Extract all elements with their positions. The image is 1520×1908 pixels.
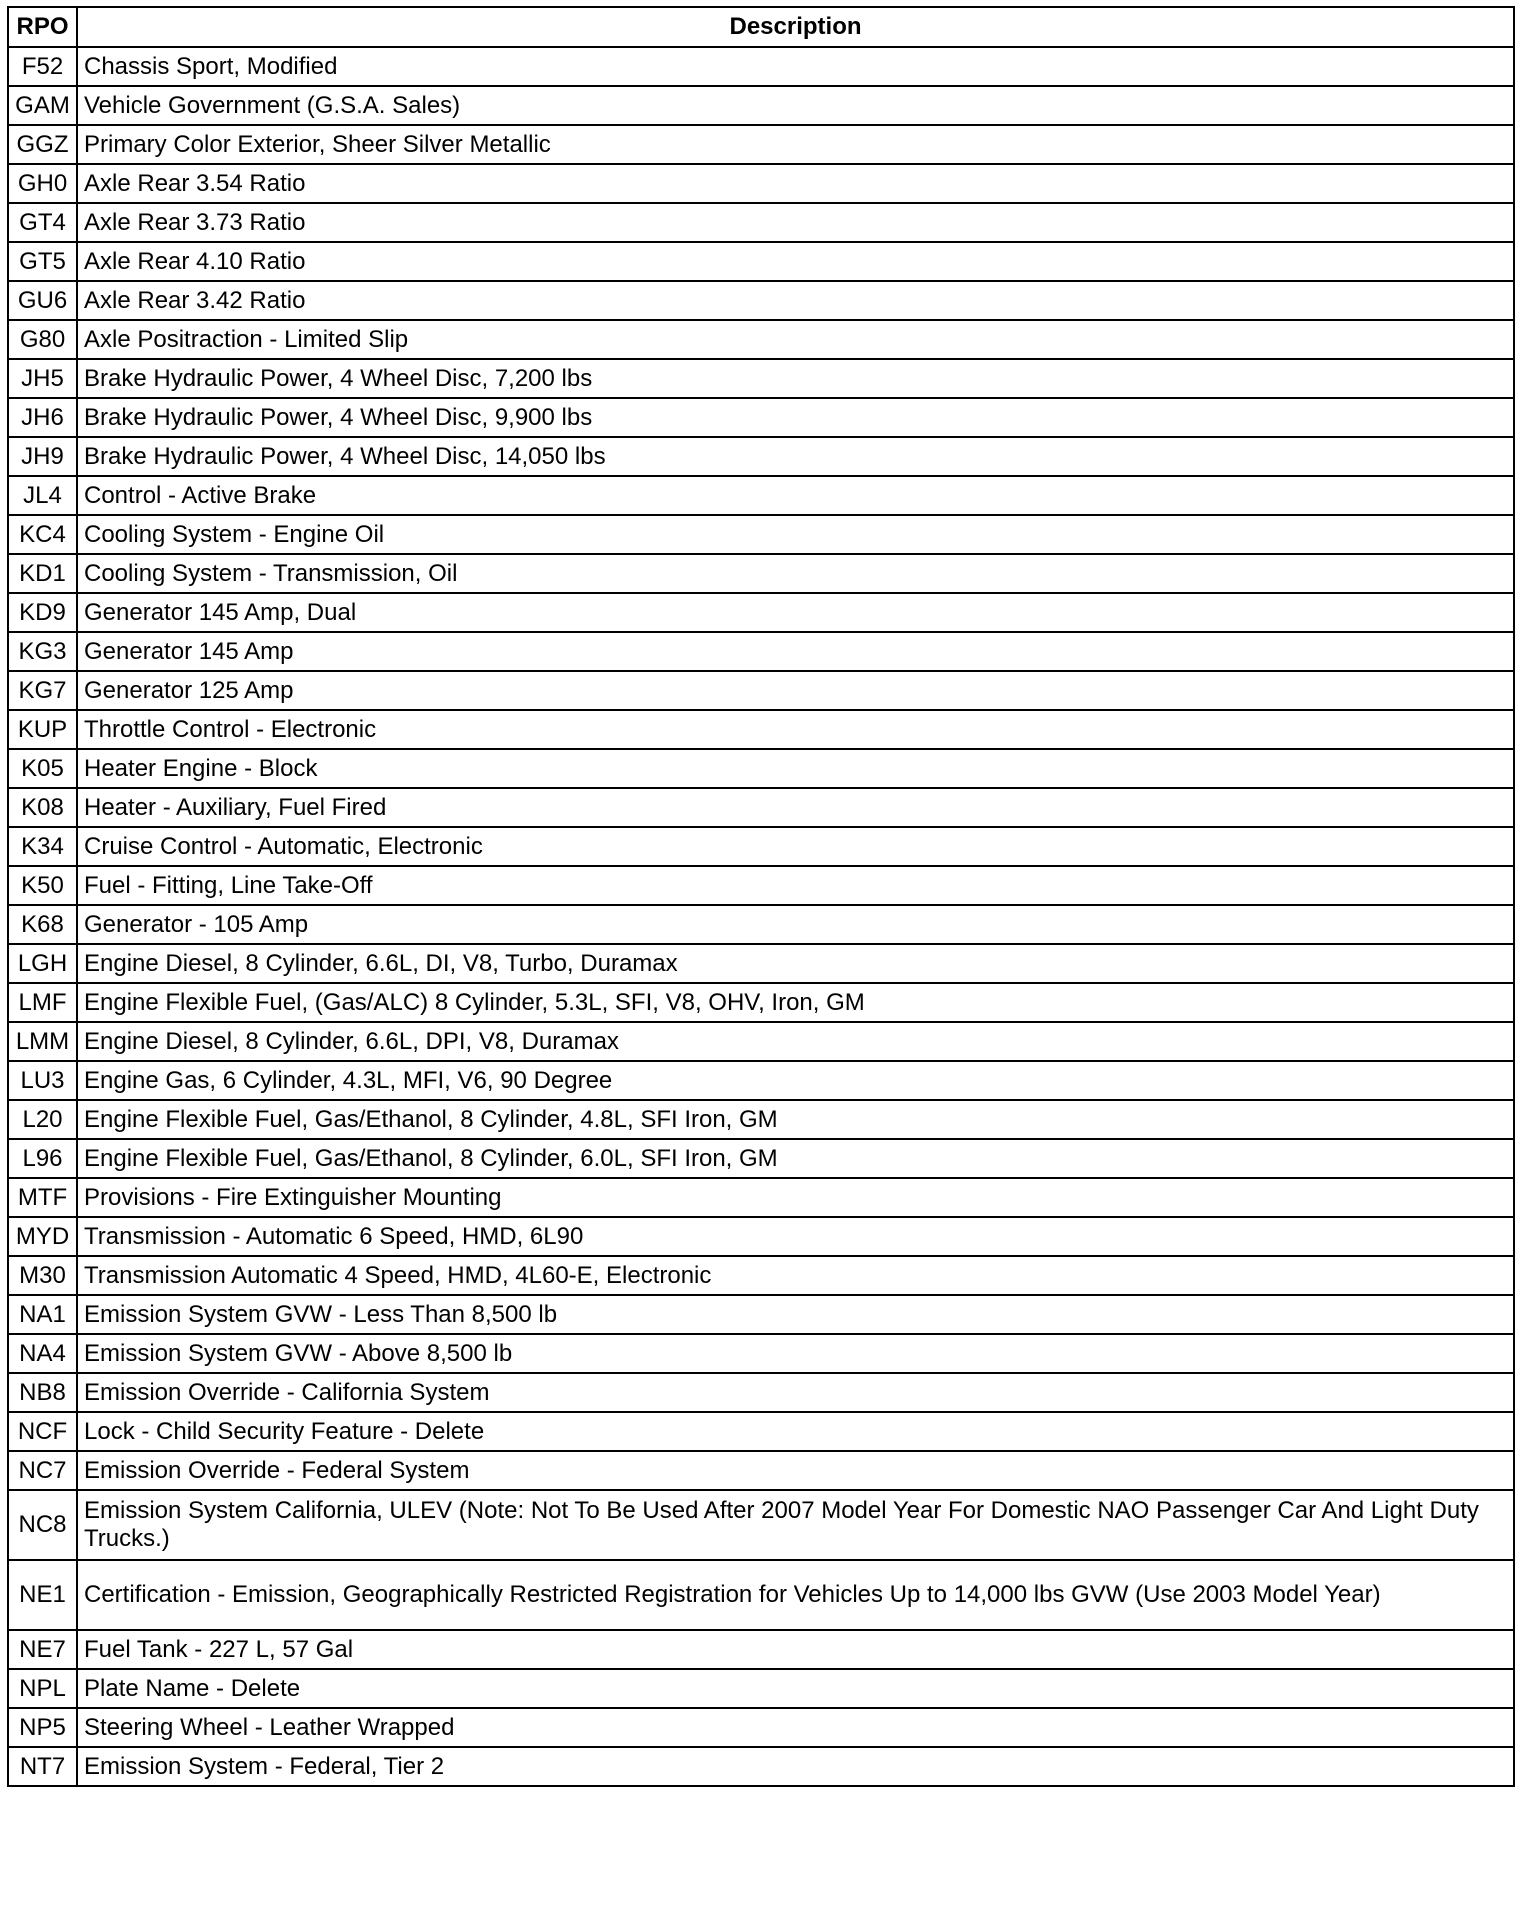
table-row: [8, 515, 1514, 554]
description-cell: Brake Hydraulic Power, 4 Wheel Disc, 7,200 lbs: [77, 359, 1514, 398]
rpo-code-cell: JL4: [8, 476, 77, 515]
description-cell: Generator 145 Amp, Dual: [77, 593, 1514, 632]
rpo-code-cell: KUP: [8, 710, 77, 749]
table-row: [8, 86, 1514, 125]
description-cell: Engine Diesel, 8 Cylinder, 6.6L, DI, V8, Turbo, Duramax: [77, 944, 1514, 983]
table-row: [8, 1708, 1514, 1747]
description-cell: Transmission - Automatic 6 Speed, HMD, 6L90: [77, 1217, 1514, 1256]
table-row: [8, 1178, 1514, 1217]
description-cell: Control - Active Brake: [77, 476, 1514, 515]
table-row: [8, 866, 1514, 905]
rpo-code-cell: JH9: [8, 437, 77, 476]
description-column-header: Description: [77, 7, 1514, 47]
description-cell: Engine Gas, 6 Cylinder, 4.3L, MFI, V6, 90 Degree: [77, 1061, 1514, 1100]
description-cell: Axle Rear 3.73 Ratio: [77, 203, 1514, 242]
rpo-code-cell: KG7: [8, 671, 77, 710]
table-row: [8, 593, 1514, 632]
rpo-code-cell: GH0: [8, 164, 77, 203]
table-row: [8, 749, 1514, 788]
table-body: [8, 47, 1514, 1786]
description-cell: Brake Hydraulic Power, 4 Wheel Disc, 14,050 lbs: [77, 437, 1514, 476]
description-cell: Fuel Tank - 227 L, 57 Gal: [77, 1630, 1514, 1669]
table-row: [8, 437, 1514, 476]
description-cell: Brake Hydraulic Power, 4 Wheel Disc, 9,900 lbs: [77, 398, 1514, 437]
table-row: [8, 827, 1514, 866]
header-row: [8, 7, 1514, 47]
rpo-code-cell: K08: [8, 788, 77, 827]
rpo-code-cell: JH6: [8, 398, 77, 437]
rpo-code-cell: K34: [8, 827, 77, 866]
table-row: [8, 320, 1514, 359]
table-row: [8, 242, 1514, 281]
rpo-code-cell: NP5: [8, 1708, 77, 1747]
table-row: [8, 1139, 1514, 1178]
description-cell: Throttle Control - Electronic: [77, 710, 1514, 749]
description-cell: Emission Override - Federal System: [77, 1451, 1514, 1490]
table-row: [8, 1630, 1514, 1669]
description-cell: Cooling System - Engine Oil: [77, 515, 1514, 554]
description-cell: Generator 125 Amp: [77, 671, 1514, 710]
rpo-code-cell: M30: [8, 1256, 77, 1295]
table-row: [8, 476, 1514, 515]
rpo-code-cell: MYD: [8, 1217, 77, 1256]
description-cell: Cooling System - Transmission, Oil: [77, 554, 1514, 593]
description-cell: Engine Flexible Fuel, (Gas/ALC) 8 Cylinder, 5.3L, SFI, V8, OHV, Iron, GM: [77, 983, 1514, 1022]
description-cell: Heater - Auxiliary, Fuel Fired: [77, 788, 1514, 827]
table-row: [8, 1334, 1514, 1373]
table-row: [8, 710, 1514, 749]
table-row: [8, 1373, 1514, 1412]
rpo-table: [7, 6, 1515, 1787]
rpo-code-cell: NB8: [8, 1373, 77, 1412]
rpo-code-cell: K50: [8, 866, 77, 905]
table-row: [8, 1295, 1514, 1334]
rpo-code-cell: K68: [8, 905, 77, 944]
description-cell: Emission System California, ULEV (Note: Not To Be Used After 2007 Model Year For Domestic NAO Passenger Car And Light Duty Trucks.): [77, 1490, 1514, 1560]
rpo-code-cell: GU6: [8, 281, 77, 320]
description-cell: Emission System GVW - Above 8,500 lb: [77, 1334, 1514, 1373]
description-cell: Fuel - Fitting, Line Take-Off: [77, 866, 1514, 905]
description-cell: Emission Override - California System: [77, 1373, 1514, 1412]
rpo-code-cell: GT5: [8, 242, 77, 281]
table-row: [8, 671, 1514, 710]
rpo-code-cell: NPL: [8, 1669, 77, 1708]
description-cell: Generator - 105 Amp: [77, 905, 1514, 944]
rpo-code-cell: LMF: [8, 983, 77, 1022]
table-row: [8, 983, 1514, 1022]
rpo-code-cell: LMM: [8, 1022, 77, 1061]
rpo-code-cell: GT4: [8, 203, 77, 242]
rpo-code-cell: GGZ: [8, 125, 77, 164]
table-row: [8, 203, 1514, 242]
rpo-code-cell: F52: [8, 47, 77, 86]
rpo-code-cell: NE1: [8, 1560, 77, 1630]
table-row: [8, 1451, 1514, 1490]
rpo-code-cell: MTF: [8, 1178, 77, 1217]
rpo-code-cell: KG3: [8, 632, 77, 671]
description-cell: Heater Engine - Block: [77, 749, 1514, 788]
table-row: [8, 905, 1514, 944]
table-row: [8, 1100, 1514, 1139]
rpo-code-cell: NA1: [8, 1295, 77, 1334]
table-row: [8, 788, 1514, 827]
table-row: [8, 1412, 1514, 1451]
description-cell: Axle Rear 3.42 Ratio: [77, 281, 1514, 320]
table-row: [8, 1747, 1514, 1786]
description-cell: Steering Wheel - Leather Wrapped: [77, 1708, 1514, 1747]
description-cell: Cruise Control - Automatic, Electronic: [77, 827, 1514, 866]
rpo-code-cell: KD1: [8, 554, 77, 593]
table-row: [8, 125, 1514, 164]
rpo-code-cell: NT7: [8, 1747, 77, 1786]
description-cell: Chassis Sport, Modified: [77, 47, 1514, 86]
table-row: [8, 1022, 1514, 1061]
description-cell: Emission System - Federal, Tier 2: [77, 1747, 1514, 1786]
description-cell: Axle Rear 3.54 Ratio: [77, 164, 1514, 203]
description-cell: Generator 145 Amp: [77, 632, 1514, 671]
description-cell: Emission System GVW - Less Than 8,500 lb: [77, 1295, 1514, 1334]
description-cell: Certification - Emission, Geographically Restricted Registration for Vehicles Up to 14,000 lbs GVW (Use 2003 Model Year): [77, 1560, 1514, 1630]
table-row: [8, 632, 1514, 671]
rpo-code-cell: LU3: [8, 1061, 77, 1100]
rpo-code-cell: LGH: [8, 944, 77, 983]
description-cell: Engine Flexible Fuel, Gas/Ethanol, 8 Cylinder, 6.0L, SFI Iron, GM: [77, 1139, 1514, 1178]
table-row: [8, 1490, 1514, 1560]
rpo-code-cell: NC7: [8, 1451, 77, 1490]
rpo-code-cell: L96: [8, 1139, 77, 1178]
description-cell: Engine Diesel, 8 Cylinder, 6.6L, DPI, V8, Duramax: [77, 1022, 1514, 1061]
rpo-code-cell: JH5: [8, 359, 77, 398]
description-cell: Axle Positraction - Limited Slip: [77, 320, 1514, 359]
rpo-code-cell: K05: [8, 749, 77, 788]
rpo-code-cell: L20: [8, 1100, 77, 1139]
description-cell: Plate Name - Delete: [77, 1669, 1514, 1708]
description-cell: Lock - Child Security Feature - Delete: [77, 1412, 1514, 1451]
rpo-code-cell: G80: [8, 320, 77, 359]
description-cell: Provisions - Fire Extinguisher Mounting: [77, 1178, 1514, 1217]
description-cell: Transmission Automatic 4 Speed, HMD, 4L60-E, Electronic: [77, 1256, 1514, 1295]
rpo-column-header: RPO: [8, 7, 77, 47]
table-row: [8, 1061, 1514, 1100]
table-row: [8, 1669, 1514, 1708]
table-row: [8, 281, 1514, 320]
table-row: [8, 1217, 1514, 1256]
rpo-code-cell: NC8: [8, 1490, 77, 1560]
rpo-code-cell: KC4: [8, 515, 77, 554]
table-row: [8, 1560, 1514, 1630]
rpo-code-cell: NCF: [8, 1412, 77, 1451]
table-row: [8, 1256, 1514, 1295]
description-cell: Primary Color Exterior, Sheer Silver Metallic: [77, 125, 1514, 164]
description-cell: Vehicle Government (G.S.A. Sales): [77, 86, 1514, 125]
rpo-code-cell: NE7: [8, 1630, 77, 1669]
table-row: [8, 554, 1514, 593]
table-row: [8, 164, 1514, 203]
rpo-code-cell: GAM: [8, 86, 77, 125]
table-row: [8, 359, 1514, 398]
table-header: [8, 7, 1514, 47]
table-row: [8, 944, 1514, 983]
table-row: [8, 398, 1514, 437]
description-cell: Axle Rear 4.10 Ratio: [77, 242, 1514, 281]
description-cell: Engine Flexible Fuel, Gas/Ethanol, 8 Cylinder, 4.8L, SFI Iron, GM: [77, 1100, 1514, 1139]
rpo-code-cell: NA4: [8, 1334, 77, 1373]
table-row: [8, 47, 1514, 86]
rpo-code-cell: KD9: [8, 593, 77, 632]
